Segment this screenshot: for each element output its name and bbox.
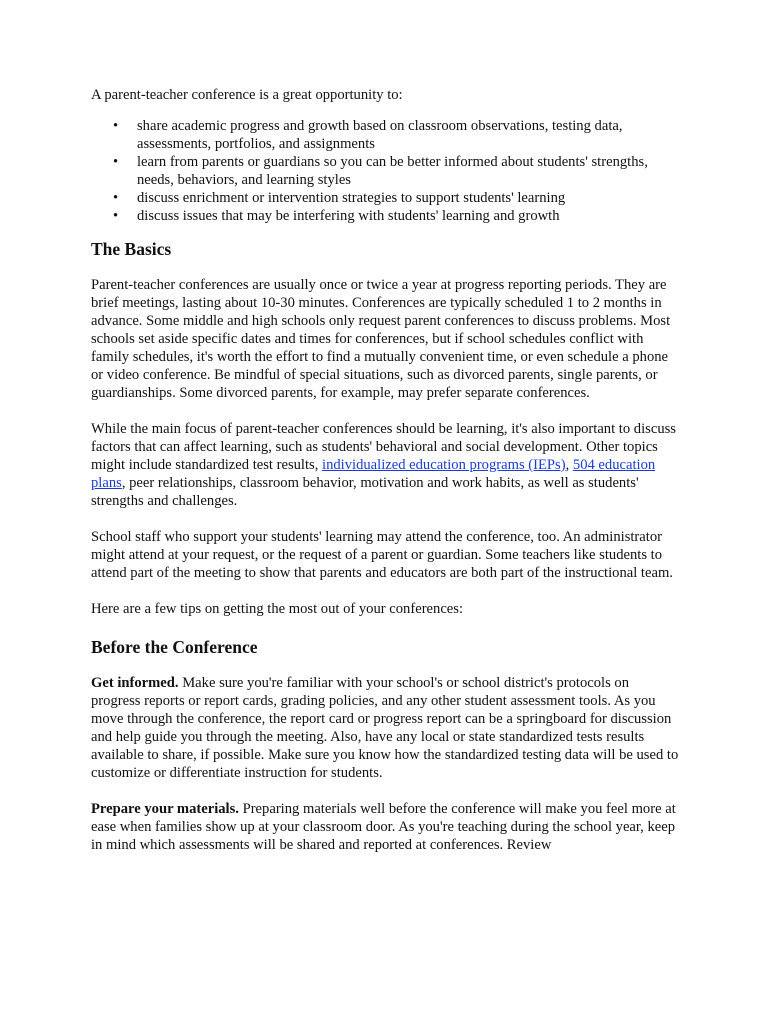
get-informed-label: Get informed. — [91, 675, 179, 691]
list-item-text: discuss issues that may be interfering with students' learning and growth — [137, 208, 560, 224]
list-item — [91, 117, 681, 153]
basics-paragraph-2-tail: , peer relationships, classroom behavior, motivation and work habits, as well as students' strengths and challenges. — [91, 475, 639, 509]
before-conference-heading: Before the Conference — [91, 637, 258, 657]
bullet-icon: • — [113, 118, 119, 134]
list-item — [91, 207, 681, 225]
list-item-text: share academic progress and growth based on classroom observations, testing data, assessments, portfolios, and assignments — [137, 118, 623, 152]
list-item-text: learn from parents or guardians so you can be better informed about students' strengths, needs, behaviors, and learning styles — [137, 154, 648, 188]
list-item — [91, 153, 681, 189]
bullet-icon: • — [113, 190, 119, 206]
prepare-materials-text: Preparing materials well before the conference will make you feel more at ease when families show up at your classroom door. As you're teaching during the school year, keep in mind which assessments will be shared and reported at conferences. Review — [91, 801, 676, 853]
get-informed-text: Make sure you're familiar with your school's or school district's protocols on progress reports or report cards, grading policies, and any other student assessment tools. As you move through the conference, the report card or progress report can be a springboard for discussion and help guide you through the meeting. Also, have any local or state standardized tests results available to share, if possible. Make sure you know how the standardized testing data will be used to customize or differentiate instruction for students. — [91, 675, 679, 781]
prepare-materials-paragraph — [91, 800, 681, 854]
bullet-icon: • — [113, 154, 119, 170]
opportunity-list — [91, 117, 681, 225]
basics-paragraph-1: Parent-teacher conferences are usually once or twice a year at progress reporting periods. They are brief meetings, lasting about 10-30 minutes. Conferences are typically scheduled 1 to 2 months in advance. Some middle and high schools only request parent conferences to discuss problems. Most schools set aside specific dates and times for conferences, but if school schedules conflict with family schedules, it's worth the effort to find a mutually convenient time, or even schedule a phone or video conference. Be mindful of special situations, such as divorced parents, single parents, or guardianships. Some divorced parents, for example, may prefer separate conferences. — [91, 277, 671, 401]
basics-paragraph-3: School staff who support your students' learning may attend the conference, too. An administrator might attend at your request, or the request of a parent or guardian. Some teachers like students to attend part of the meeting to show that parents and educators are both part of the instructional team. — [91, 529, 673, 581]
iep-link[interactable]: individualized education programs (IEPs) — [322, 457, 566, 473]
list-item — [91, 189, 681, 207]
basics-paragraph-4: Here are a few tips on getting the most out of your conferences: — [91, 601, 464, 617]
basics-heading: The Basics — [91, 239, 172, 259]
link-separator: , — [565, 457, 573, 473]
list-item-text: discuss enrichment or intervention strategies to support students' learning — [137, 190, 566, 206]
basics-paragraph-2-text: While the main focus of parent-teacher conferences should be learning, it's also important to discuss factors that can affect learning, such as students' behavioral and social development. Other topics might include standardized test results, — [91, 421, 676, 473]
bullet-icon: • — [113, 208, 119, 224]
get-informed-paragraph — [91, 674, 681, 782]
document-page — [91, 86, 681, 872]
prepare-materials-label: Prepare your materials. — [91, 801, 239, 817]
504-plan-link[interactable]: 504 education plans — [91, 457, 656, 491]
intro-text: A parent-teacher conference is a great opportunity to: — [91, 87, 403, 103]
basics-paragraph-2 — [91, 420, 681, 510]
